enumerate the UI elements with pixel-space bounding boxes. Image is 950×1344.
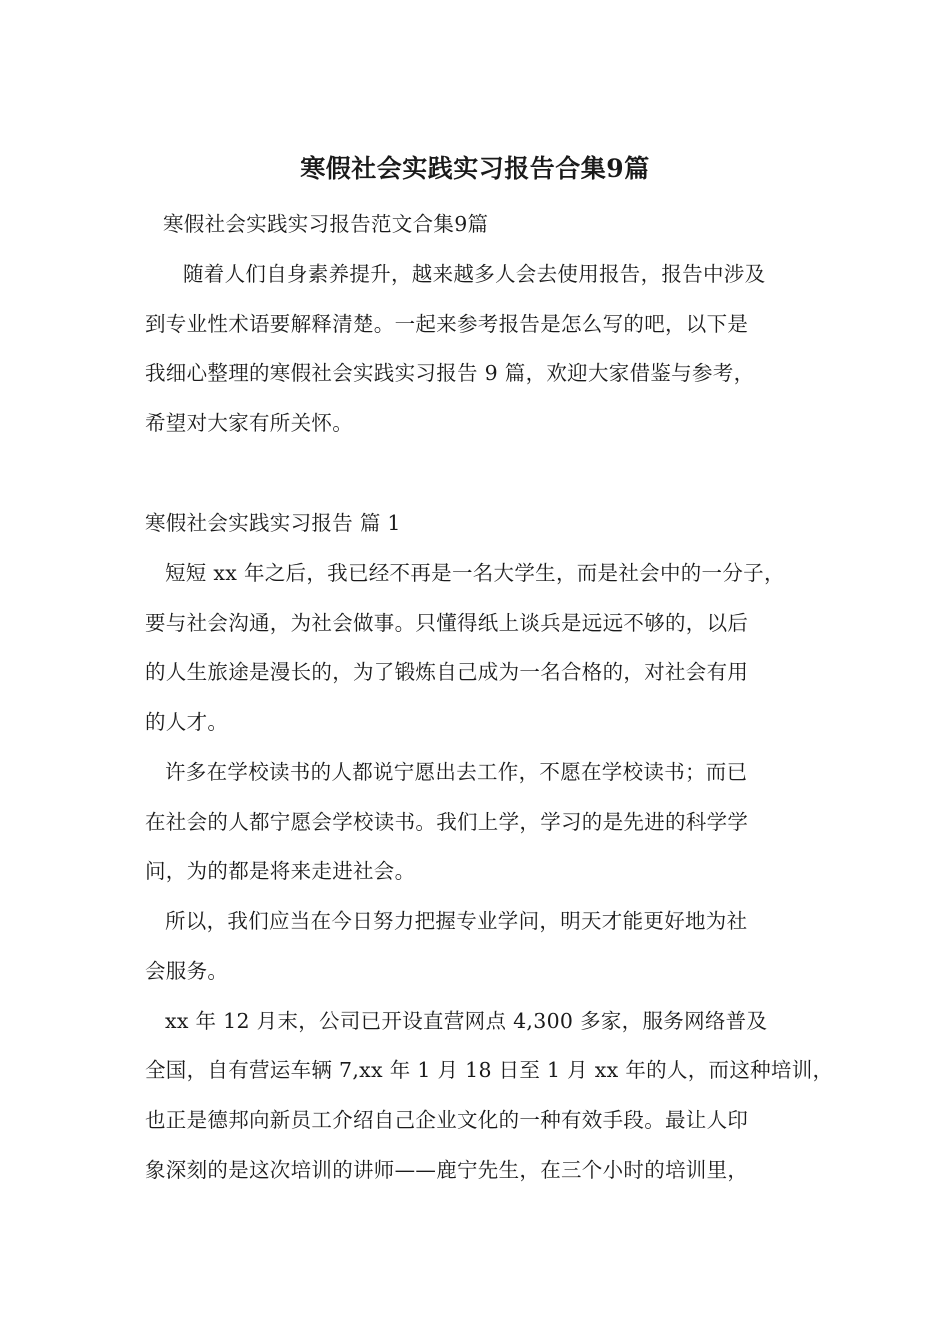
intro-line: 随着人们自身素养提升，越来越多人会去使用报告，报告中涉及 [183, 262, 766, 286]
section-heading: 寒假社会实践实习报告 篇 1 [145, 511, 401, 535]
paragraph-line: 的人生旅途是漫长的，为了锻炼自己成为一名合格的，对社会有用 [145, 660, 749, 684]
document-title: 寒假社会实践实习报告合集9篇 [300, 154, 650, 183]
paragraph-line: 象深刻的是这次培训的讲师——鹿宁先生，在三个小时的培训里， [145, 1158, 749, 1182]
paragraph-line: 在社会的人都宁愿会学校读书。我们上学，学习的是先进的科学学 [145, 810, 749, 834]
paragraph-line: xx 年 12 月末，公司已开设直营网点 4,300 多家，服务网络普及 [165, 1009, 768, 1033]
paragraph-line: 短短 xx 年之后，我已经不再是一名大学生，而是社会中的一分子， [165, 561, 785, 585]
intro-line: 希望对大家有所关怀。 [145, 411, 353, 435]
document-subtitle: 寒假社会实践实习报告范文合集9篇 [163, 212, 489, 236]
paragraph-line: 会服务。 [145, 959, 229, 983]
paragraph-line: 许多在学校读书的人都说宁愿出去工作，不愿在学校读书；而已 [165, 760, 748, 784]
intro-line: 我细心整理的寒假社会实践实习报告 9 篇，欢迎大家借鉴与参考， [145, 361, 755, 385]
paragraph-line: 所以，我们应当在今日努力把握专业学问，明天才能更好地为社 [165, 909, 748, 933]
paragraph-line: 也正是德邦向新员工介绍自己企业文化的一种有效手段。最让人印 [145, 1108, 749, 1132]
paragraph-line: 要与社会沟通，为社会做事。只懂得纸上谈兵是远远不够的，以后 [145, 611, 749, 635]
paragraph-line: 的人才。 [145, 710, 229, 734]
paragraph-line: 全国，自有营运车辆 7,xx 年 1 月 18 日至 1 月 xx 年的人，而这种培训， [145, 1058, 834, 1082]
paragraph-line: 问，为的都是将来走进社会。 [145, 859, 416, 883]
intro-line: 到专业性术语要解释清楚。一起来参考报告是怎么写的吧，以下是 [145, 312, 749, 336]
